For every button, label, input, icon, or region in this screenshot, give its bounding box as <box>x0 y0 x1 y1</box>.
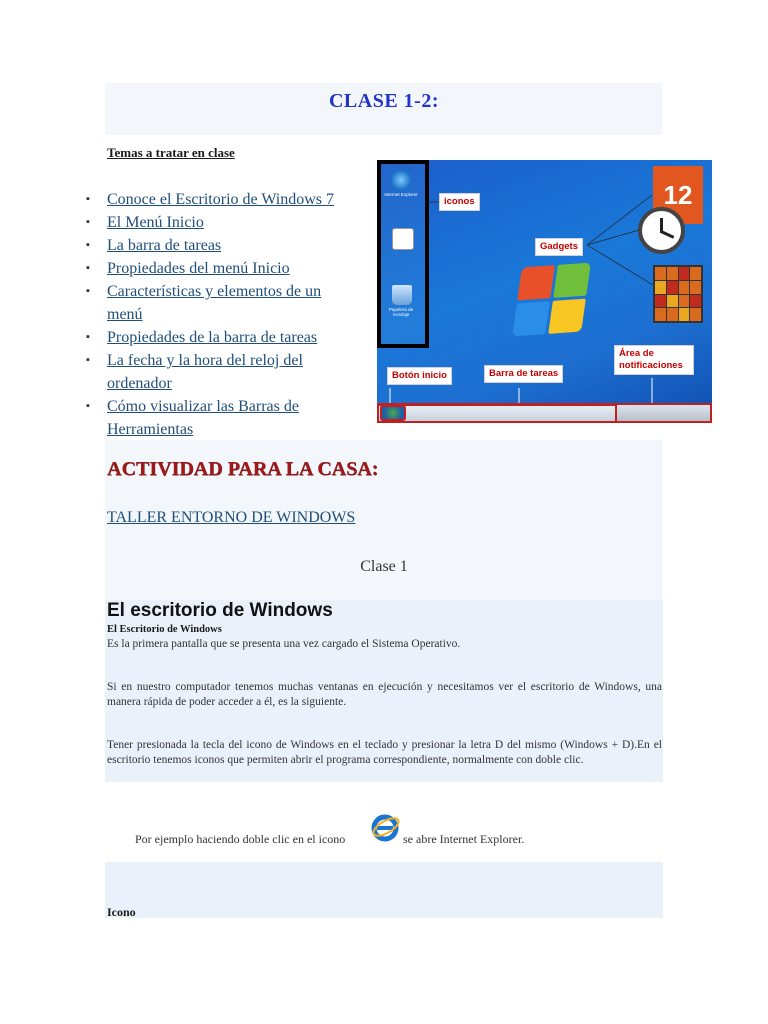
bullet-icon: ▪ <box>86 285 90 297</box>
topic-link[interactable]: Propiedades de la barra de tareas <box>107 329 318 346</box>
start-button[interactable] <box>380 405 406 421</box>
bullet-icon: ▪ <box>86 239 90 251</box>
callout-iconos: iconos <box>439 193 480 211</box>
topic-link[interactable]: Características y elementos de un menú <box>107 283 322 323</box>
topics-list <box>86 188 356 441</box>
callout-gadgets: Gadgets <box>535 238 583 256</box>
section-subheading: El Escritorio de Windows <box>107 624 222 635</box>
windows-desktop-screenshot <box>377 160 712 423</box>
bullet-icon: ▪ <box>86 193 90 205</box>
bullet-icon: ▪ <box>86 354 90 366</box>
page-title: CLASE 1-2: <box>328 90 439 112</box>
bullet-icon: ▪ <box>86 216 90 228</box>
desktop-icon-label: Internet Explorer <box>384 192 418 197</box>
workshop-link[interactable]: TALLER ENTORNO DE WINDOWS <box>107 509 356 526</box>
bullet-icon: ▪ <box>86 331 90 343</box>
list-item <box>86 280 356 326</box>
activity-heading: ACTIVIDAD PARA LA CASA: <box>107 458 379 480</box>
icono-band <box>105 862 663 918</box>
list-item <box>86 234 356 257</box>
internet-explorer-icon[interactable] <box>371 812 401 842</box>
bullet-icon: ▪ <box>86 400 90 412</box>
icono-label: Icono <box>107 905 136 919</box>
desktop-icon-label: Papelera de reciclaje <box>388 307 414 317</box>
bullet-icon: ▪ <box>86 262 90 274</box>
list-item <box>86 395 356 441</box>
topic-link[interactable]: Conoce el Escritorio de Windows 7 <box>107 191 335 208</box>
section-heading: El escritorio de Windows <box>107 600 333 621</box>
class-label: Clase 1 <box>360 558 408 575</box>
paragraph: Tener presionada la tecla del icono de Windows en el teclado y presionar la letra D del mismo (Windows + D).En el escritorio tenemos iconos que permiten abrir el programa correspondiente, normalmente con doble clic. <box>107 739 662 766</box>
paragraph: Es la primera pantalla que se presenta una vez cargado el Sistema Operativo. <box>107 638 461 650</box>
callout-area-notificaciones: Área de notificaciones <box>614 345 694 375</box>
topics-label: Temas a tratar en clase <box>107 145 235 160</box>
topic-link[interactable]: La barra de tareas <box>107 237 222 254</box>
notification-area[interactable] <box>615 403 712 423</box>
calendar-gadget: 12 <box>653 166 703 224</box>
list-item <box>86 188 356 211</box>
topic-link[interactable]: Propiedades del menú Inicio <box>107 260 290 277</box>
callout-barra-tareas: Barra de tareas <box>484 365 563 383</box>
topic-link[interactable]: El Menú Inicio <box>107 214 204 231</box>
list-item <box>86 326 356 349</box>
paragraph: Si en nuestro computador tenemos muchas ventanas en ejecución y necesitamos ver el escritorio de Windows, una manera rápida de poder acceder a él, es la siguiente. <box>107 681 662 708</box>
list-item <box>86 211 356 234</box>
topic-link[interactable]: Cómo visualizar las Barras de Herramientas <box>107 398 299 438</box>
example-text-before: Por ejemplo haciendo doble clic en el icono <box>135 832 346 846</box>
topic-link[interactable]: La fecha y la hora del reloj del ordenador <box>107 352 303 392</box>
example-text-after: se abre Internet Explorer. <box>403 832 525 846</box>
list-item <box>86 257 356 280</box>
list-item <box>86 349 356 395</box>
callout-boton-inicio: Botón inicio <box>387 367 452 385</box>
